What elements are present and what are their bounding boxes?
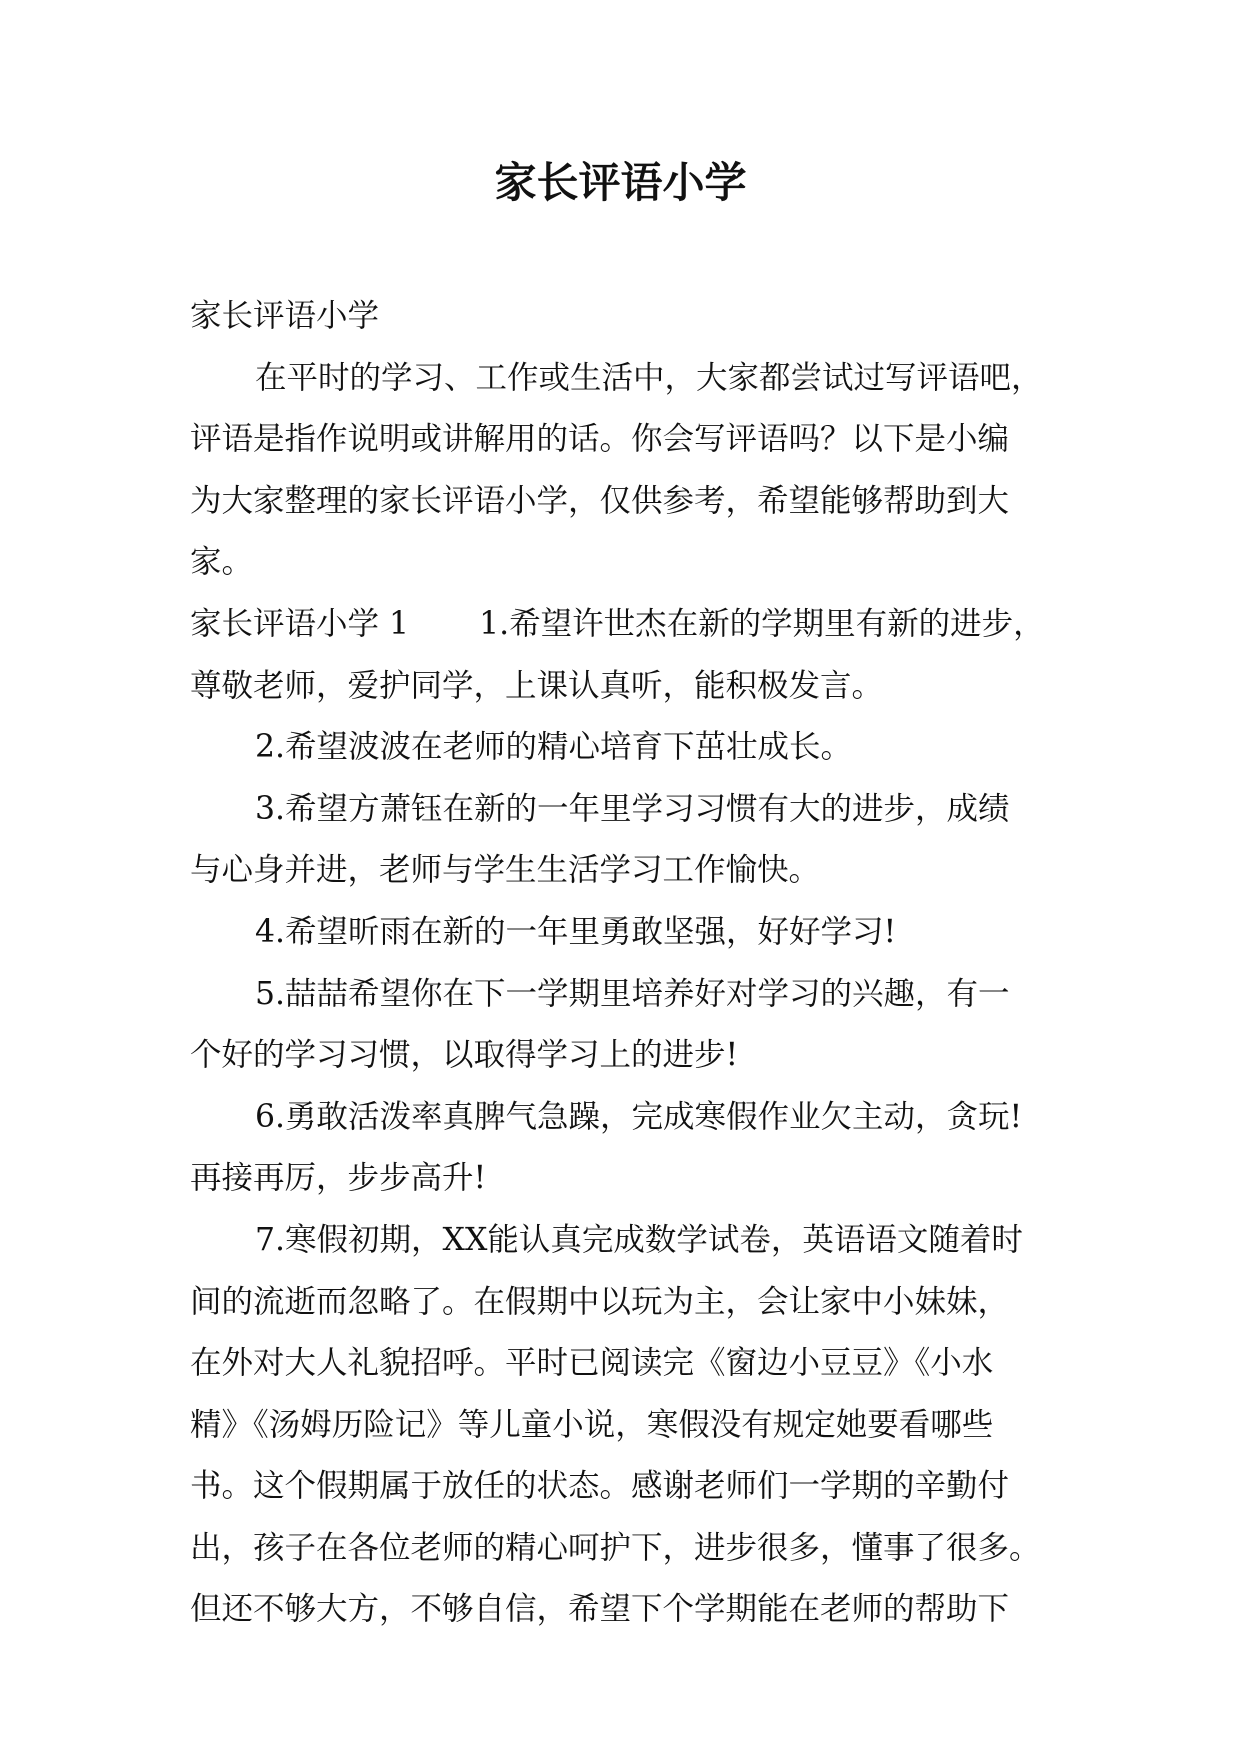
section-label: 家长评语小学 1 [190, 605, 410, 642]
document-subtitle: 家长评语小学 [190, 298, 380, 334]
paragraph-line: 尊敬老师，爱护同学，上课认真听，能积极发言。 [190, 667, 884, 704]
list-item-6: 6.勇敢活泼率真脾气急躁，完成寒假作业欠主动，贪玩! [255, 1098, 1023, 1135]
list-item-2: 2.希望波波在老师的精心培育下茁壮成长。 [255, 729, 853, 766]
document-body [190, 286, 1070, 1641]
paragraph-line: 为大家整理的家长评语小学，仅供参考，希望能够帮助到大 [190, 482, 1010, 519]
document-title: 家长评语小学 [494, 158, 747, 207]
list-item-3: 3.希望方萧钰在新的一年里学习习惯有大的进步，成绩 [255, 790, 1010, 827]
paragraph-line: 家。 [190, 544, 254, 581]
paragraph-line: 精》《汤姆历险记》等儿童小说，寒假没有规定她要看哪些 [190, 1406, 994, 1443]
paragraph-line: 再接再厉，步步高升! [190, 1160, 487, 1197]
list-item-7: 7.寒假初期，XX能认真完成数学试卷，英语语文随着时 [255, 1221, 1023, 1258]
section-heading-line [190, 594, 1070, 656]
paragraph-line: 评语是指作说明或讲解用的话。你会写评语吗？以下是小编 [190, 421, 1010, 458]
paragraph-line: 与心身并进，老师与学生生活学习工作愉快。 [190, 852, 821, 889]
paragraph-line: 出，孩子在各位老师的精心呵护下，进步很多，懂事了很多。 [190, 1529, 1041, 1566]
list-item-5: 5.喆喆希望你在下一学期里培养好对学习的兴趣，有一 [255, 975, 1010, 1012]
paragraph-line: 书。这个假期属于放任的状态。感谢老师们一学期的辛勤付 [190, 1468, 1010, 1505]
paragraph-line: 但还不够大方，不够自信，希望下个学期能在老师的帮助下 [190, 1591, 1010, 1628]
list-item-4: 4.希望昕雨在新的一年里勇敢坚强，好好学习! [255, 913, 897, 950]
list-item-1-start: 1.希望许世杰在新的学期里有新的进步， [479, 605, 1045, 642]
paragraph-line: 在平时的学习、工作或生活中，大家都尝试过写评语吧， [255, 359, 1043, 396]
paragraph-line: 在外对大人礼貌招呼。平时已阅读完《窗边小豆豆》《小水 [190, 1345, 994, 1382]
paragraph-line: 个好的学习习惯，以取得学习上的进步! [190, 1037, 739, 1074]
paragraph-line: 间的流逝而忽略了。在假期中以玩为主，会让家中小妹妹， [190, 1283, 1010, 1320]
